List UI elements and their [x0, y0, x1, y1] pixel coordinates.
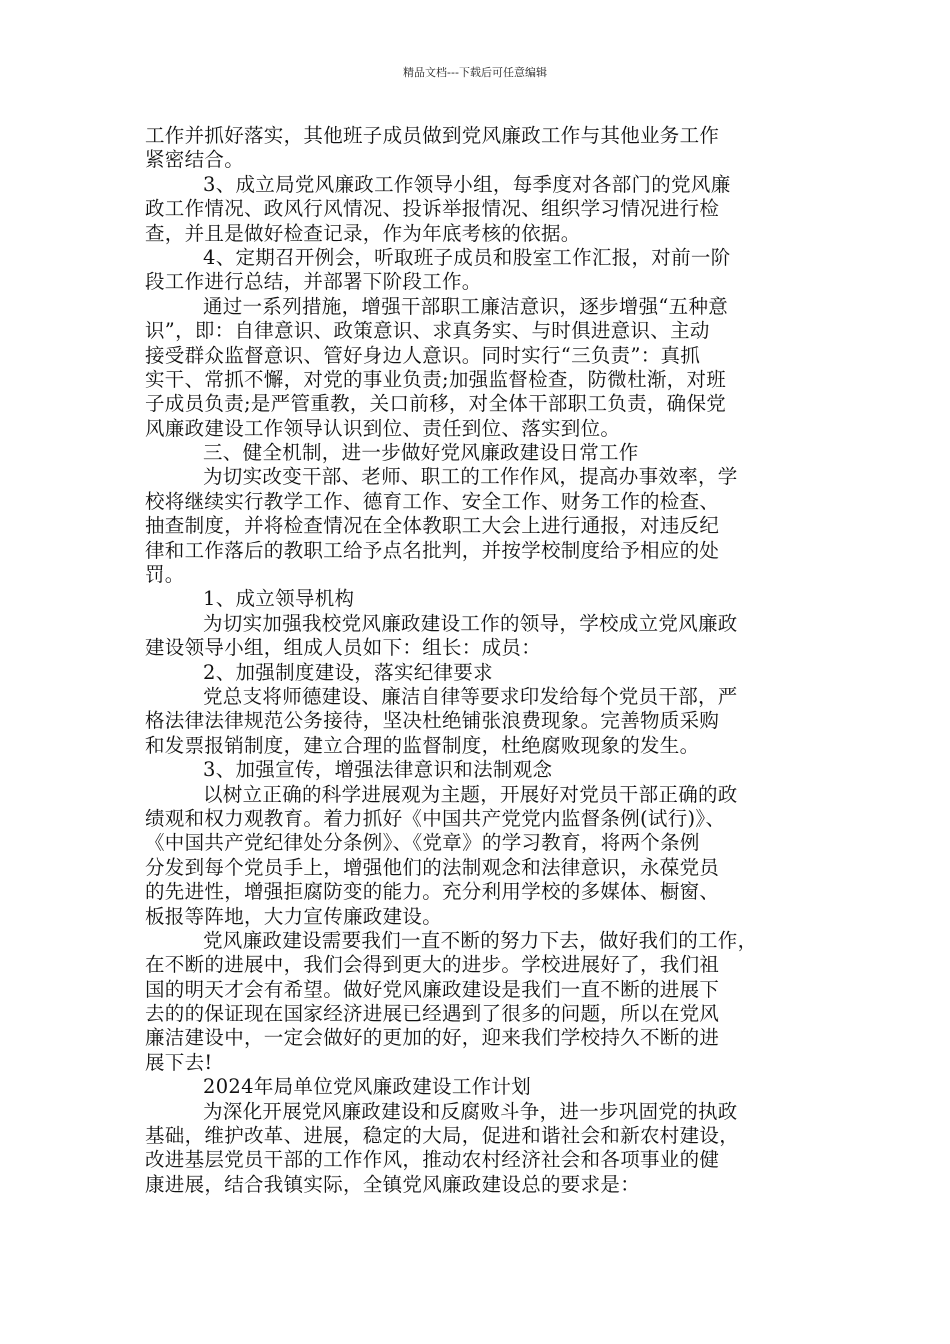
text-line: 展下去! — [145, 1050, 213, 1074]
text-line: 党总支将师德建设、廉洁自律等要求印发给每个党员干部，严 — [203, 684, 738, 708]
text-line: 3、成立局党风廉政工作领导小组，每季度对各部门的党风廉 — [203, 172, 731, 196]
text-line: 分发到每个党员手上，增强他们的法制观念和法律意识，永葆党员 — [145, 855, 720, 879]
text-line: 段工作进行总结，并部署下阶段工作。 — [145, 270, 482, 294]
text-line: 律和工作落后的教职工给予点名批判，并按学校制度给予相应的处 — [145, 538, 720, 562]
text-line: 4、定期召开例会，听取班子成员和股室工作汇报，对前一阶 — [203, 245, 731, 269]
text-line: 识”，即：自律意识、政策意识、求真务实、与时俱进意识、主动 — [145, 319, 710, 343]
text-line: 为切实加强我校党风廉政建设工作的领导，学校成立党风廉政 — [203, 611, 738, 635]
text-line: 子成员负责;是严管重教，关口前移，对全体干部职工负责，确保党 — [145, 392, 727, 416]
text-line: 三、健全机制，进一步做好党风廉政建设日常工作 — [203, 441, 639, 465]
text-line: 去的的保证现在国家经济进展已经遇到了很多的问题，所以在党风 — [145, 1002, 720, 1026]
text-line: 绩观和权力观教育。着力抓好《中国共产党党内监督条例(试行)》、 — [145, 806, 726, 830]
text-line: 和发票报销制度，建立合理的监督制度，杜绝腐败现象的发生。 — [145, 733, 700, 757]
text-line: 以树立正确的科学进展观为主题，开展好对党员干部正确的政 — [203, 782, 738, 806]
text-line: 抽查制度，并将检查情况在全体教职工大会上进行通报，对违反纪 — [145, 514, 720, 538]
text-line: 建设领导小组，组成人员如下：组长：成员： — [145, 636, 542, 660]
text-line: 在不断的进展中，我们会得到更大的进步。学校进展好了，我们祖 — [145, 953, 720, 977]
page-header: 精品文档---下载后可任意编辑 — [403, 66, 547, 79]
text-line: 通过一系列措施，增强干部职工廉洁意识，逐步增强“五种意 — [203, 294, 729, 318]
text-line: 政工作情况、政风行风情况、投诉举报情况、组织学习情况进行检 — [145, 197, 720, 221]
text-line: 板报等阵地，大力宣传廉政建设。 — [145, 904, 443, 928]
text-line: 的先进性，增强拒腐防变的能力。充分利用学校的多媒体、橱窗、 — [145, 880, 720, 904]
text-line: 国的明天才会有希望。做好党风廉政建设是我们一直不断的进展下 — [145, 977, 720, 1001]
text-line: 实干、常抓不懈，对党的事业负责;加强监督检查，防微杜渐，对班 — [145, 367, 727, 391]
text-line: 改进基层党员干部的工作作风，推动农村经济社会和各项事业的健 — [145, 1148, 720, 1172]
text-line: 《中国共产党纪律处分条例》、《党章》的学习教育，将两个条例 — [145, 831, 700, 855]
text-line: 风廉政建设工作领导认识到位、责任到位、落实到位。 — [145, 416, 621, 440]
text-line: 校将继续实行教学工作、德育工作、安全工作、财务工作的检查、 — [145, 489, 720, 513]
text-line: 紧密结合。 — [145, 148, 245, 172]
text-line: 接受群众监督意识、管好身边人意识。同时实行“三负责”：真抓 — [145, 343, 701, 367]
text-line: 为切实改变干部、老师、职工的工作作风，提高办事效率，学 — [203, 465, 738, 489]
text-line: 查，并且是做好检查记录，作为年底考核的依据。 — [145, 221, 581, 245]
text-line: 廉洁建设中，一定会做好的更加的好，迎来我们学校持久不断的进 — [145, 1026, 720, 1050]
text-line: 党风廉政建设需要我们一直不断的努力下去，做好我们的工作， — [203, 928, 758, 952]
text-line: 工作并抓好落实，其他班子成员做到党风廉政工作与其他业务工作 — [145, 124, 720, 147]
text-line: 格法律法律规范公务接待，坚决杜绝铺张浪费现象。完善物质采购 — [145, 709, 720, 733]
text-line: 2024年局单位党风廉政建设工作计划 — [203, 1075, 532, 1099]
text-line: 康进展，结合我镇实际，全镇党风廉政建设总的要求是： — [145, 1172, 641, 1196]
text-line: 1、成立领导机构 — [203, 587, 355, 611]
text-line: 3、加强宣传，增强法律意识和法制观念 — [203, 758, 553, 782]
text-line: 罚。 — [145, 563, 185, 587]
text-line: 为深化开展党风廉政建设和反腐败斗争，进一步巩固党的执政 — [203, 1099, 738, 1123]
text-line: 2、加强制度建设，落实纪律要求 — [203, 660, 493, 684]
document-body — [145, 124, 810, 1197]
text-line: 基础，维护改革、进展，稳定的大局，促进和谐社会和新农村建设， — [145, 1124, 740, 1148]
